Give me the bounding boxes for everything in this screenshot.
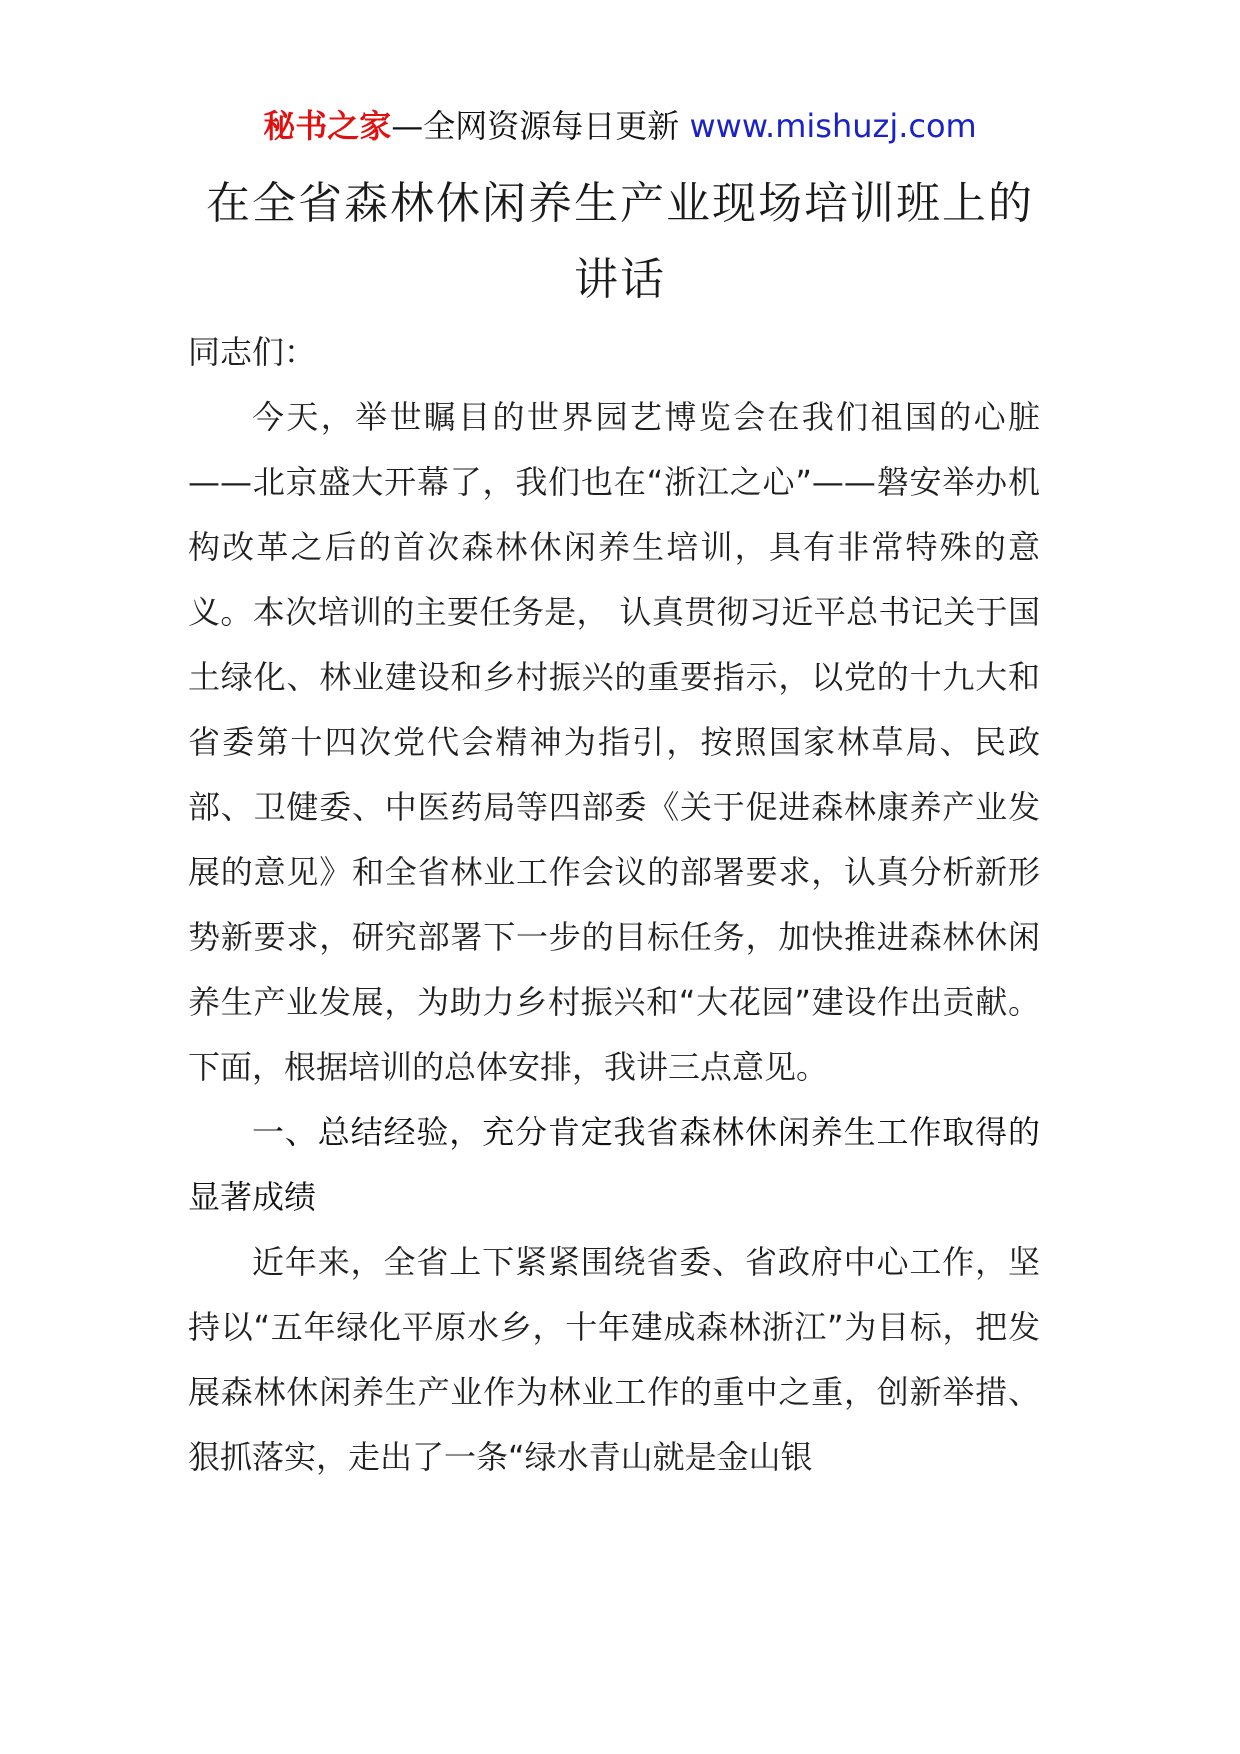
document-body xyxy=(188,320,1040,1490)
title-line-1: 在全省森林休闲养生产业现场培训班上的 xyxy=(206,178,1034,229)
site-url-link[interactable]: www.mishuzj.com xyxy=(689,107,977,145)
site-tagline: —全网资源每日更新 xyxy=(391,107,680,145)
salutation: 同志们： xyxy=(188,333,317,371)
site-header xyxy=(0,104,1240,148)
title-line-2: 讲话 xyxy=(574,254,666,305)
paragraph-intro: 今天，举世瞩目的世界园艺博览会在我们祖国的心脏——北京盛大开幕了，我们也在“浙江之心”——磐安举办机构改革之后的首次森林休闲养生培训，具有非常特殊的意义。本次培训的主要任务是， 认真贯彻习近平总书记关于国土绿化、林业建设和乡村振兴的重要指示，以党的十九大和省委第十四次党代会精神为指引，按照国家林草局、民政部、卫健委、中医药局等四部委《关于促进森林康养产业发展的意见》和全省林业工作会议的部署要求，认真分析新形势新要求，研究部署下一步的目标任务，加快推进森林休闲养生产业发展，为助力乡村振兴和“大花园”建设作出贡献。下面，根据培训的总体安排，我讲三点意见。 xyxy=(188,398,1040,1086)
document-title xyxy=(190,166,1050,318)
section-heading-1: 一、总结经验，充分肯定我省森林休闲养生工作取得的显著成绩 xyxy=(188,1113,1040,1216)
paragraph-section-1: 近年来，全省上下紧紧围绕省委、省政府中心工作，坚持以“五年绿化平原水乡，十年建成森林浙江”为目标，把发展森林休闲养生产业作为林业工作的重中之重，创新举措、狠抓落实，走出了一条“绿水青山就是金山银 xyxy=(188,1243,1040,1476)
site-brand: 秘书之家 xyxy=(263,107,392,145)
